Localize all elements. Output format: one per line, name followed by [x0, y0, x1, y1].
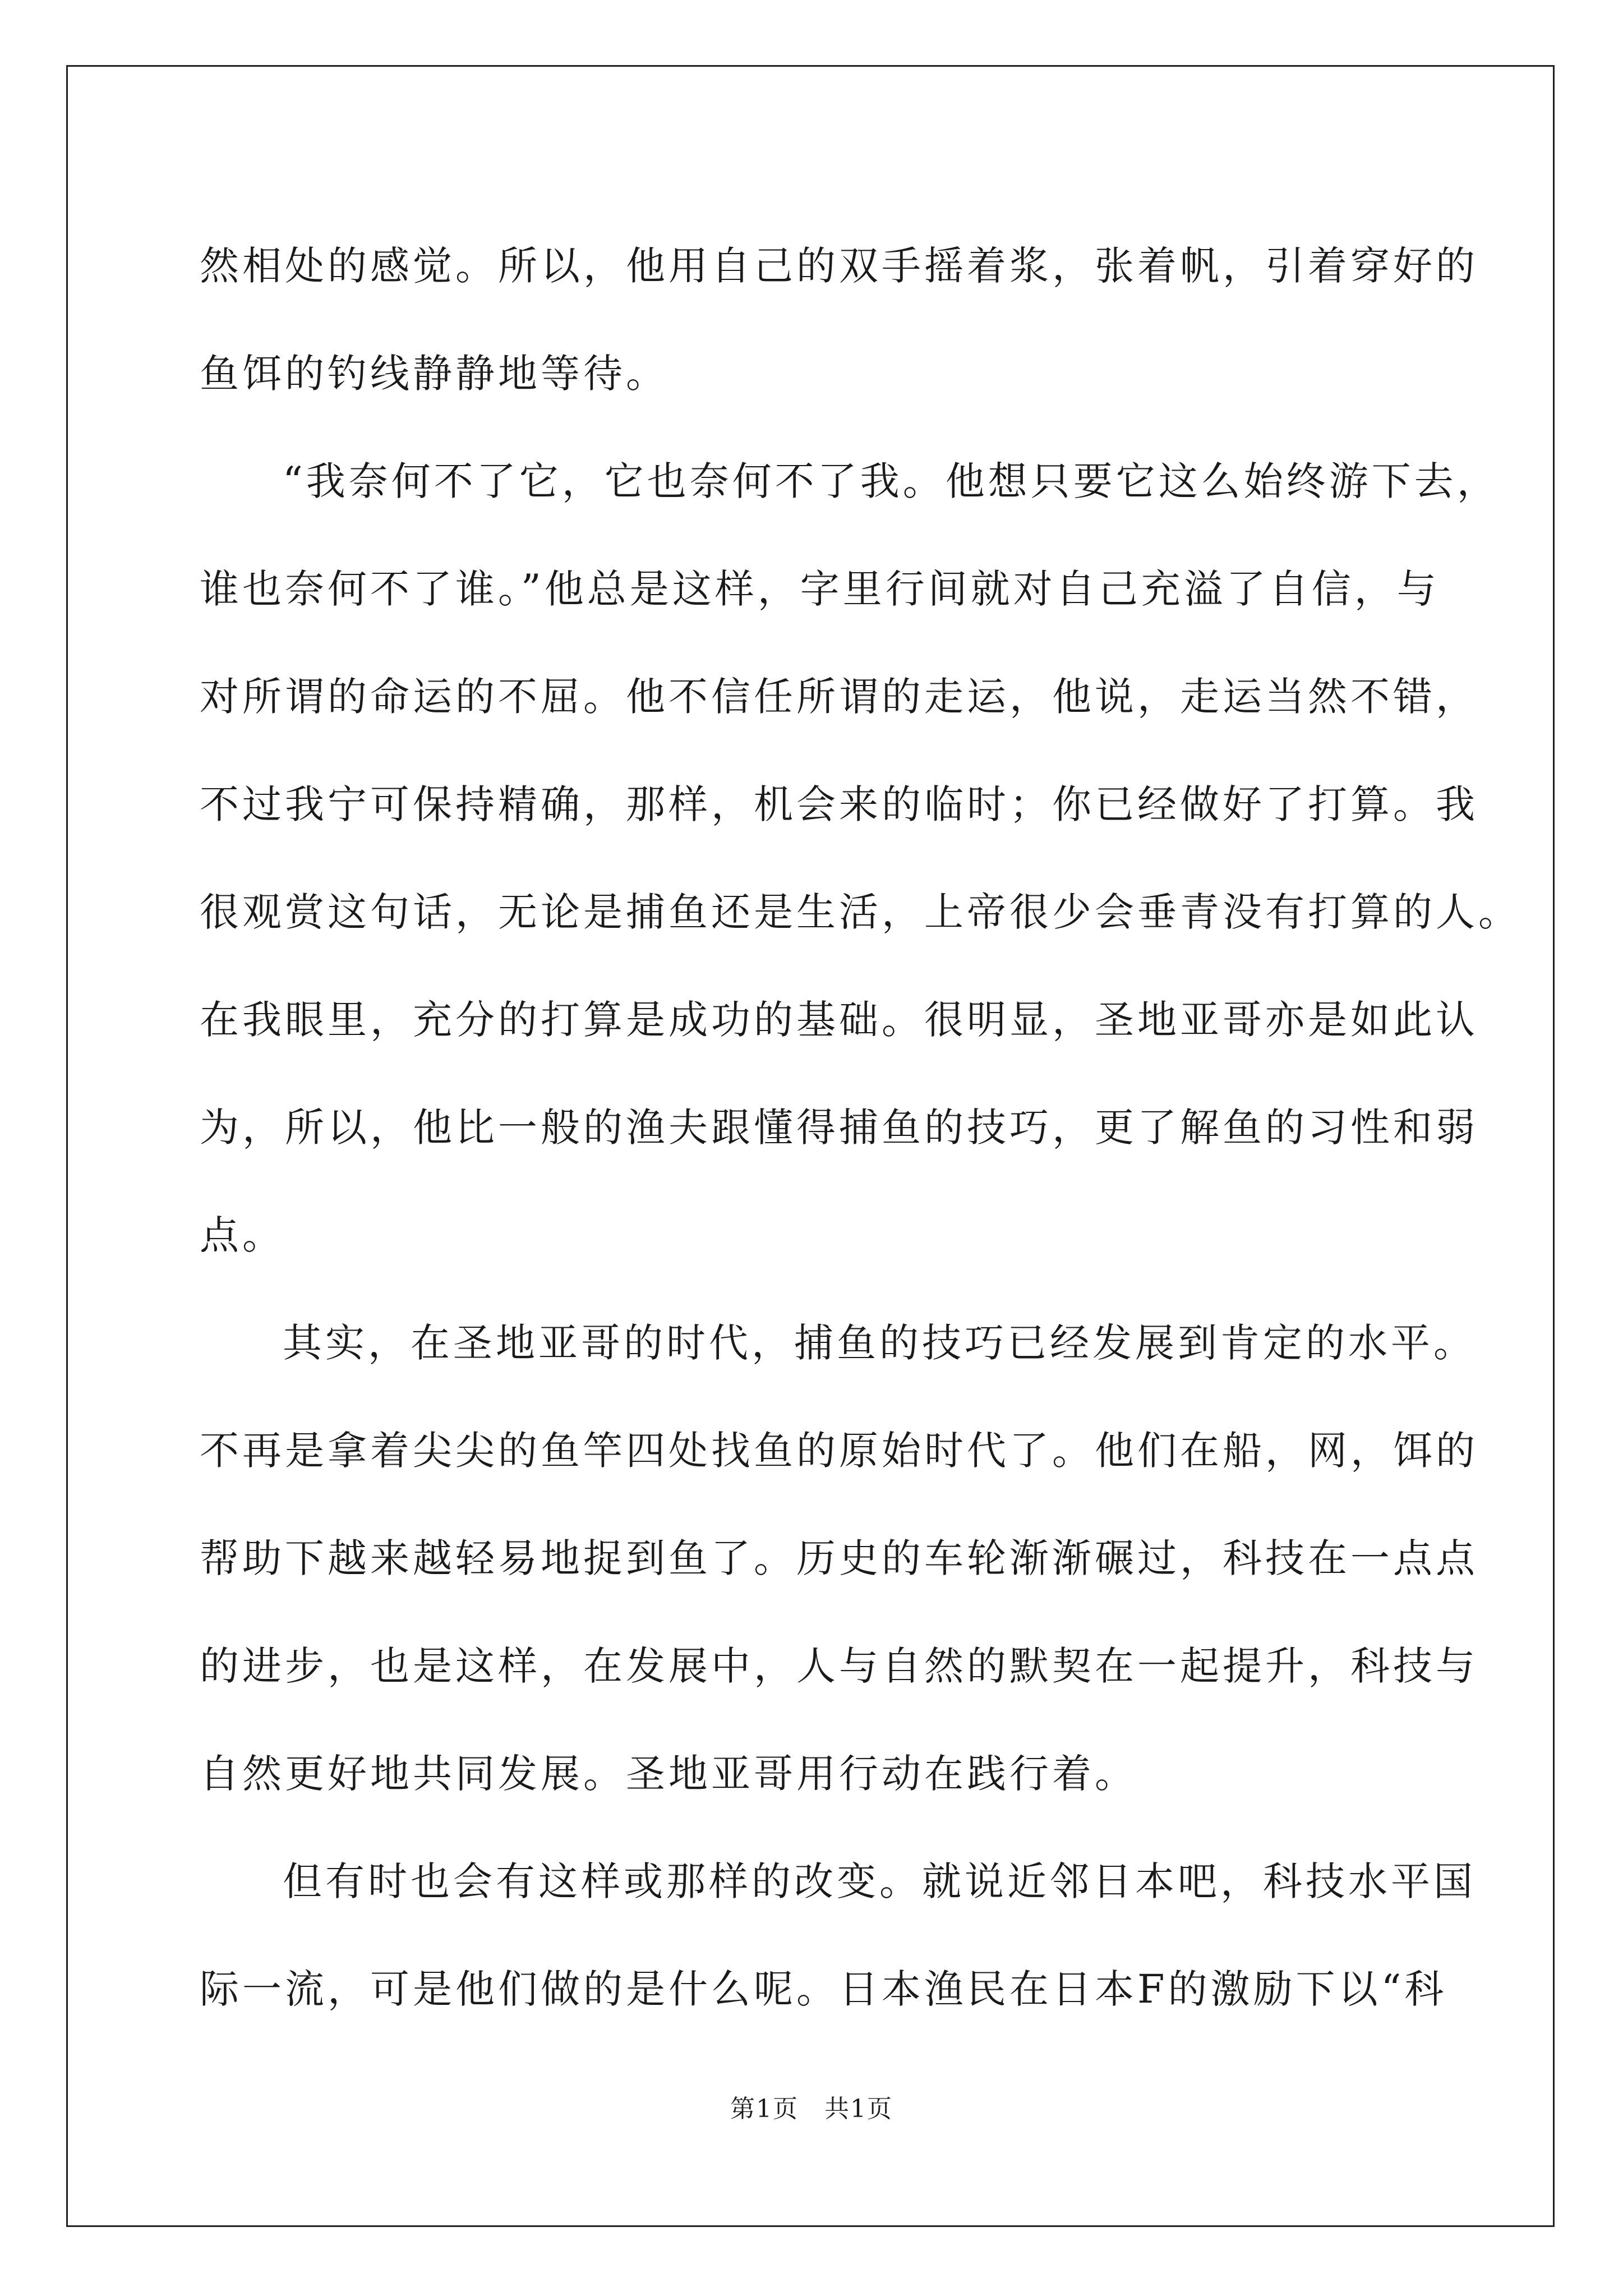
text-line: 不再是拿着尖尖的鱼竿四处找鱼的原始时代了。他们在船，网，饵的: [200, 1428, 1478, 1474]
text-line: 为，所以，他比一般的渔夫跟懂得捕鱼的技巧，更了解鱼的习性和弱: [200, 1105, 1478, 1151]
document-body: [200, 212, 1521, 2043]
paragraph-start-line: 但有时也会有这样或那样的改变。就说近邻日本吧，科技水平国: [283, 1858, 1476, 1904]
text-line: 鱼饵的钓线静静地等待。: [200, 351, 668, 397]
text-line: 不过我宁可保持精确，那样，机会来的临时；你已经做好了打算。我: [200, 781, 1478, 827]
text-line: 然相处的感觉。所以，他用自己的双手摇着浆，张着帆，引着穿好的: [200, 243, 1478, 289]
text-line: 对所谓的命运的不屈。他不信任所谓的走运，他说，走运当然不错，: [200, 674, 1478, 720]
text-line: 在我眼里，充分的打算是成功的基础。很明显，圣地亚哥亦是如此认: [200, 997, 1478, 1043]
paragraph-start-line: “我奈何不了它，它也奈何不了我。他想只要它这么始终游下去，: [283, 458, 1500, 504]
text-line: 点。: [200, 1212, 285, 1258]
text-line: 的进步，也是这样，在发展中，人与自然的默契在一起提升，科技与: [200, 1643, 1478, 1689]
text-line: 谁也奈何不了谁。”他总是这样，字里行间就对自己充溢了自信，与: [200, 566, 1440, 612]
paragraph-start-line: 其实，在圣地亚哥的时代，捕鱼的技巧已经发展到肯定的水平。: [283, 1320, 1476, 1366]
text-line: 帮助下越来越轻易地捉到鱼了。历史的车轮渐渐碾过，科技在一点点: [200, 1535, 1478, 1581]
text-line: 很观赏这句话，无论是捕鱼还是生活，上帝很少会垂青没有打算的人。: [200, 889, 1521, 935]
text-line: 自然更好地共同发展。圣地亚哥用行动在践行着。: [200, 1751, 1137, 1797]
page-footer: 第1页 共1页: [730, 2095, 893, 2123]
text-line: 际一流，可是他们做的是什么呢。日本渔民在日本F的激励下以“科: [200, 1966, 1447, 2012]
